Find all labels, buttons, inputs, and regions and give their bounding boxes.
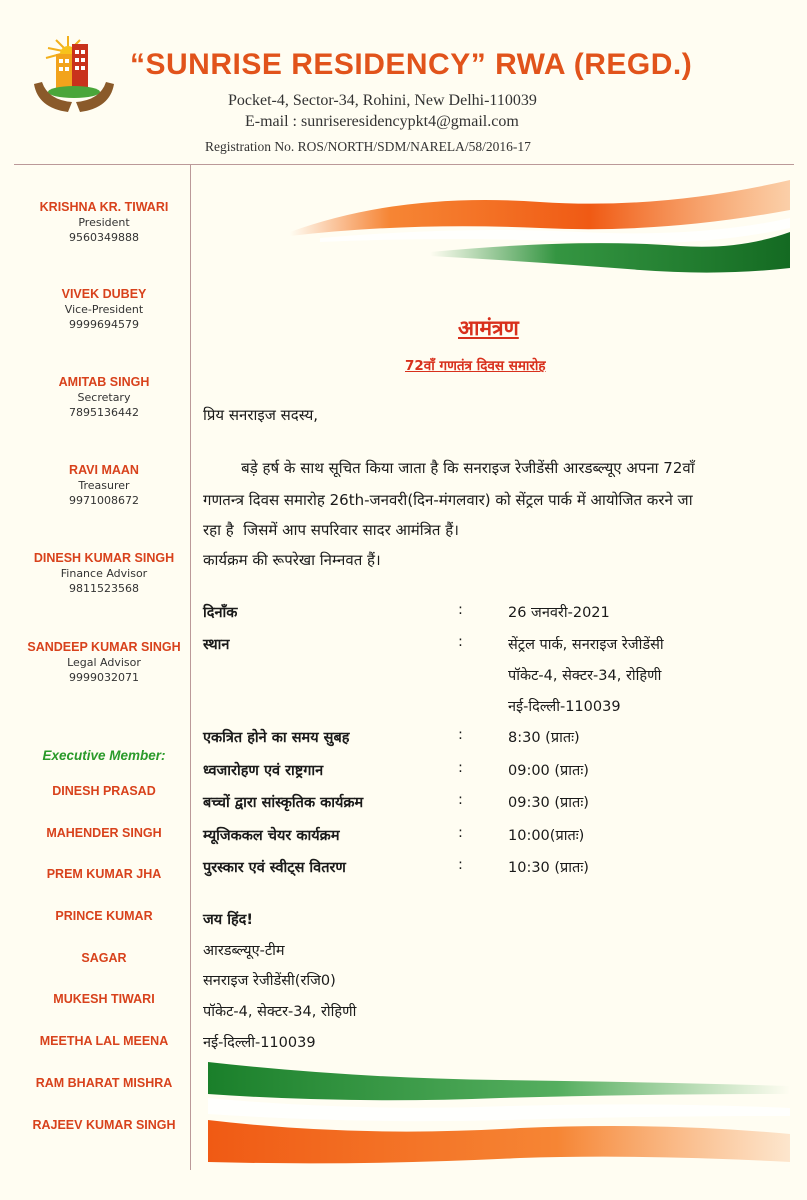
letter-title: आमंत्रण: [458, 316, 519, 340]
organization-address: Pocket-4, Sector-34, Rohini, New Delhi-110039: [228, 92, 537, 109]
executive-member: MUKESH TIWARI: [53, 992, 155, 1006]
schedule-row: [203, 665, 793, 689]
letterhead: [0, 0, 807, 166]
signature-line: आरडब्ल्यूए-टीम: [203, 943, 285, 959]
office-bearer-name: VIVEK DUBEY: [61, 287, 147, 301]
signature-line: नई-दिल्ली-110039: [203, 1035, 316, 1051]
executive-member: PRINCE KUMAR: [55, 909, 153, 923]
paragraph-line: बड़े हर्ष के साथ सूचित किया जाता है कि सनराइज रेजीडेंसी आरडब्ल्यूए अपना 72वाँ: [203, 459, 695, 477]
registration-number: Registration No. ROS/NORTH/SDM/NARELA/58/2016-17: [205, 139, 531, 154]
schedule-separator: :: [458, 602, 463, 618]
office-bearer-name: KRISHNA KR. TIWARI: [39, 200, 169, 214]
office-bearer: [0, 375, 208, 419]
signature-line: पॉकेट-4, सेक्टर-34, रोहिणी: [203, 1004, 357, 1020]
salutation: प्रिय सनराइज सदस्य,: [203, 406, 319, 424]
schedule-row: [203, 760, 793, 784]
letter-subtitle: 72वाँ गणतंत्र दिवस समारोह: [405, 358, 546, 374]
schedule-separator: :: [458, 825, 463, 841]
house-hands-logo-icon: [28, 30, 120, 120]
schedule-label: पुरस्कार एवं स्वीट्स वितरण: [203, 860, 346, 876]
schedule-row: [203, 602, 793, 626]
paragraph-line: गणतन्त्र दिवस समारोह 26th-जनवरी(दिन-मंगलवार) को सेंट्रल पार्क में आयोजित करने जा: [203, 491, 693, 509]
schedule-label: ध्वजारोहण एवं राष्ट्रगान: [203, 763, 324, 779]
office-bearer-role: Legal Advisor: [67, 656, 141, 669]
office-bearer: [0, 551, 208, 595]
office-bearer: [0, 463, 208, 507]
office-bearer-phone: 9971008672: [69, 494, 139, 507]
paragraph-line: कार्यक्रम की रूपरेखा निम्नवत हैं।: [203, 551, 381, 569]
office-bearer-role: Finance Advisor: [60, 567, 148, 580]
office-bearer-name: AMITAB SINGH: [58, 375, 150, 389]
schedule-row: [203, 634, 793, 658]
tricolor-flag-wave-bottom: [200, 1058, 800, 1170]
office-bearer-name: SANDEEP KUMAR SINGH: [27, 640, 181, 654]
schedule-label: एकत्रित होने का समय सुबह: [203, 730, 350, 746]
office-bearer-role: Vice-President: [64, 303, 144, 316]
schedule-row: [203, 825, 793, 849]
schedule-separator: :: [458, 857, 463, 873]
schedule-row: [203, 727, 793, 751]
sidebar-members: [0, 165, 190, 1165]
office-bearer-phone: 7895136442: [69, 406, 139, 419]
closing-greeting: जय हिंद!: [203, 912, 253, 928]
schedule-value: नई-दिल्ली-110039: [508, 699, 621, 715]
executive-member: MEETHA LAL MEENA: [39, 1034, 169, 1048]
office-bearer: [0, 640, 208, 684]
schedule-separator: :: [458, 760, 463, 776]
signature-line: सनराइज रेजीडेंसी(रजि0): [203, 973, 336, 989]
schedule-value: पॉकेट-4, सेक्टर-34, रोहिणी: [508, 668, 662, 684]
schedule-value: सेंट्रल पार्क, सनराइज रेजीडेंसी: [508, 637, 664, 653]
executive-member: DINESH PRASAD: [52, 784, 156, 798]
office-bearer-role: President: [78, 216, 130, 229]
schedule-value: 10:00(प्रातः): [508, 828, 585, 844]
executive-member: MAHENDER SINGH: [46, 826, 162, 840]
schedule-label: दिनाँक: [203, 605, 238, 621]
office-bearer-phone: 9811523568: [69, 582, 139, 595]
executive-member: PREM KUMAR JHA: [46, 867, 162, 881]
schedule-row: [203, 696, 793, 720]
schedule-separator: :: [458, 634, 463, 650]
schedule-separator: :: [458, 727, 463, 743]
schedule-value: 26 जनवरी-2021: [508, 605, 610, 621]
schedule-label: स्थान: [203, 637, 230, 653]
schedule-value: 09:30 (प्रातः): [508, 795, 589, 811]
office-bearer-name: RAVI MAAN: [69, 463, 139, 477]
schedule-separator: :: [458, 792, 463, 808]
schedule-row: [203, 792, 793, 816]
office-bearer-role: Treasurer: [78, 479, 130, 492]
schedule-value: 8:30 (प्रातः): [508, 730, 580, 746]
organization-email: E-mail : sunriseresidencypkt4@gmail.com: [245, 113, 519, 130]
executive-heading: Executive Member:: [42, 748, 166, 763]
paragraph-line: रहा है जिसमें आप सपरिवार सादर आमंत्रित हैं।: [203, 521, 459, 539]
office-bearer-phone: 9999694579: [69, 318, 139, 331]
schedule-label: म्यूजिककल चेयर कार्यक्रम: [203, 828, 340, 844]
office-bearer-name: DINESH KUMAR SINGH: [33, 551, 175, 565]
schedule-row: [203, 857, 793, 881]
tricolor-flag-wave-top: [280, 172, 795, 280]
office-bearer-phone: 9560349888: [69, 231, 139, 244]
schedule-value: 10:30 (प्रातः): [508, 860, 589, 876]
executive-member: RAM BHARAT MISHRA: [35, 1076, 173, 1090]
executive-member: SAGAR: [81, 951, 127, 965]
office-bearer: [0, 287, 208, 331]
schedule-label: बच्चों द्वारा सांस्कृतिक कार्यक्रम: [203, 795, 364, 811]
schedule-value: 09:00 (प्रातः): [508, 763, 589, 779]
office-bearer: [0, 200, 208, 244]
organization-title: “SUNRISE RESIDENCY” RWA (REGD.): [130, 48, 693, 81]
executive-member: RAJEEV KUMAR SINGH: [32, 1118, 176, 1132]
office-bearer-role: Secretary: [77, 391, 131, 404]
office-bearer-phone: 9999032071: [69, 671, 139, 684]
